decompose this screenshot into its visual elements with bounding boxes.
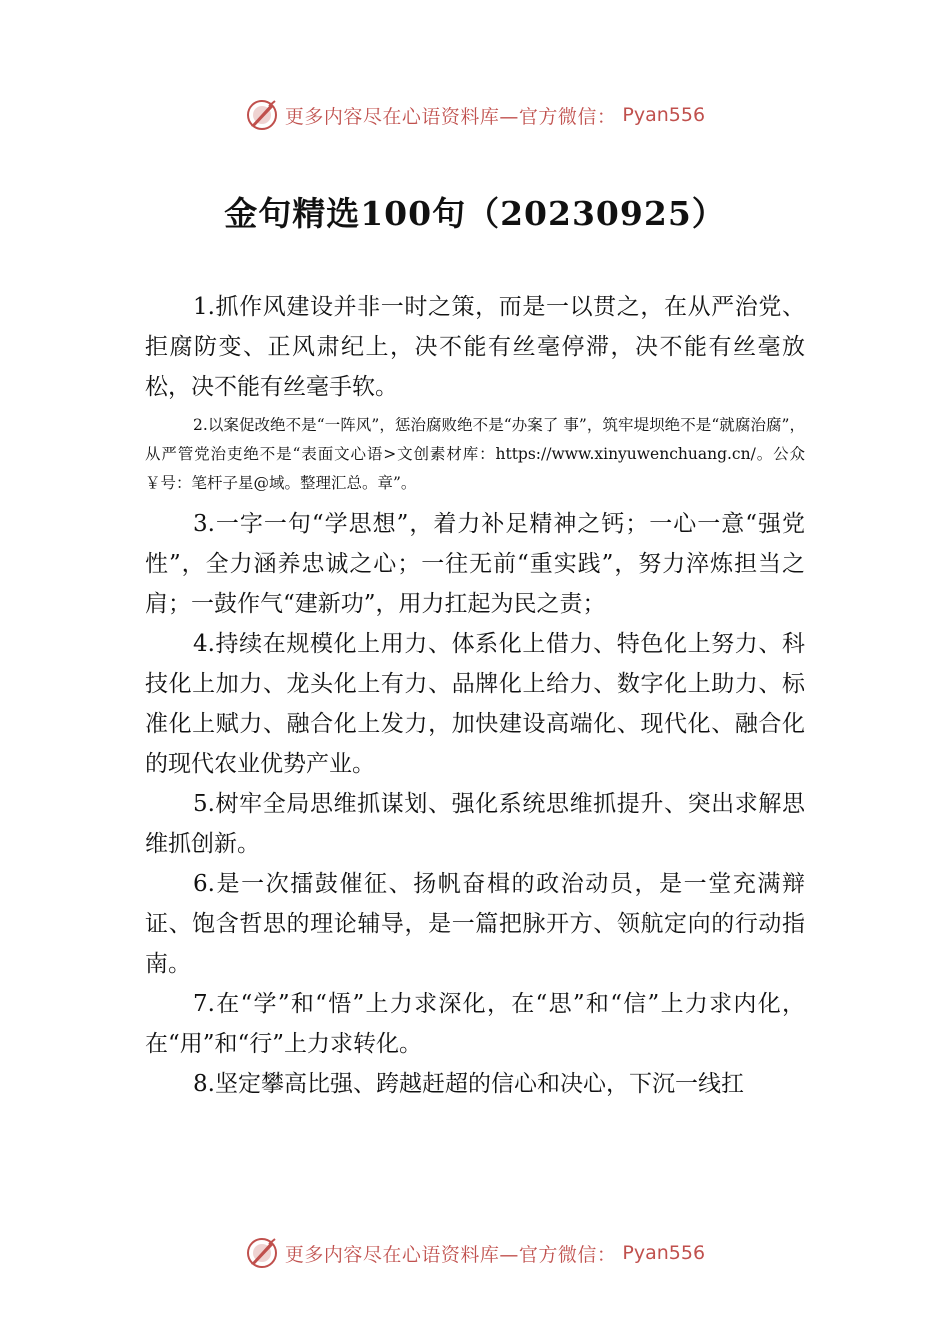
watermark-text: 更多内容尽在心语资料库—官方微信： (284, 105, 617, 128)
quote-paragraph-6: 6.是一次擂鼓催征、扬帆奋楫的政治动员，是一堂充满辩证、饱含哲思的理论辅导，是一篇把脉开方、领航定向的行动指南。 (145, 871, 805, 977)
page-title: 金句精选100句（20230925） (224, 194, 726, 233)
quote-paragraph-4: 4.持续在规模化上用力、体系化上借力、特色化上努力、科技化上加力、龙头化上有力、品牌化上给力、数字化上助力、标准化上赋力、融合化上发力，加快建设高端化、现代化、融合化的现代农业优势产业。 (145, 631, 805, 777)
quote-paragraph-1: 1.抓作风建设并非一时之策，而是一以贯之，在从严治党、拒腐防变、正风肃纪上，决不能有丝毫停滞，决不能有丝毫放松，决不能有丝毫手软。 (145, 294, 805, 400)
quote-paragraph-5: 5.树牢全局思维抓谋划、强化系统思维抓提升、突出求解思维抓创新。 (145, 791, 805, 857)
quote-paragraph-3: 3.一字一句“学思想”，着力补足精神之钙；一心一意“强党性”，全力涵养忠诚之心；一往无前“重实践”，努力淬炼担当之肩；一鼓作气“建新功”，用力扛起为民之责； (145, 511, 805, 617)
quill-seal-icon (245, 1236, 279, 1270)
quote-paragraph-8: 8.坚定攀高比强、跨越赶超的信心和决心，下沉一线扛 (193, 1071, 744, 1097)
watermark-text: 更多内容尽在心语资料库—官方微信： (284, 1243, 617, 1266)
quote-paragraph-7: 7.在“学”和“悟”上力求深化，在“思”和“信”上力求内化，在“用”和“行”上力求转化。 (145, 991, 805, 1057)
header-watermark (0, 95, 950, 135)
quill-seal-icon (245, 98, 279, 132)
quote-paragraph-2: 2.以案促改绝不是“一阵风”，惩治腐败绝不是“办案了 事”，筑牢堤坝绝不是“就腐治腐”，从严管党治吏绝不是“表面文心语>文创素材库：https://www.xinyuwenchuang.cn/。公众￥号：笔杆子星@域。整理汇总。章”。 (145, 416, 805, 492)
footer-watermark (0, 1233, 950, 1273)
document-body (145, 287, 805, 1104)
watermark-wechat-id: Pyan556 (622, 1242, 706, 1264)
watermark-wechat-id: Pyan556 (622, 104, 706, 126)
